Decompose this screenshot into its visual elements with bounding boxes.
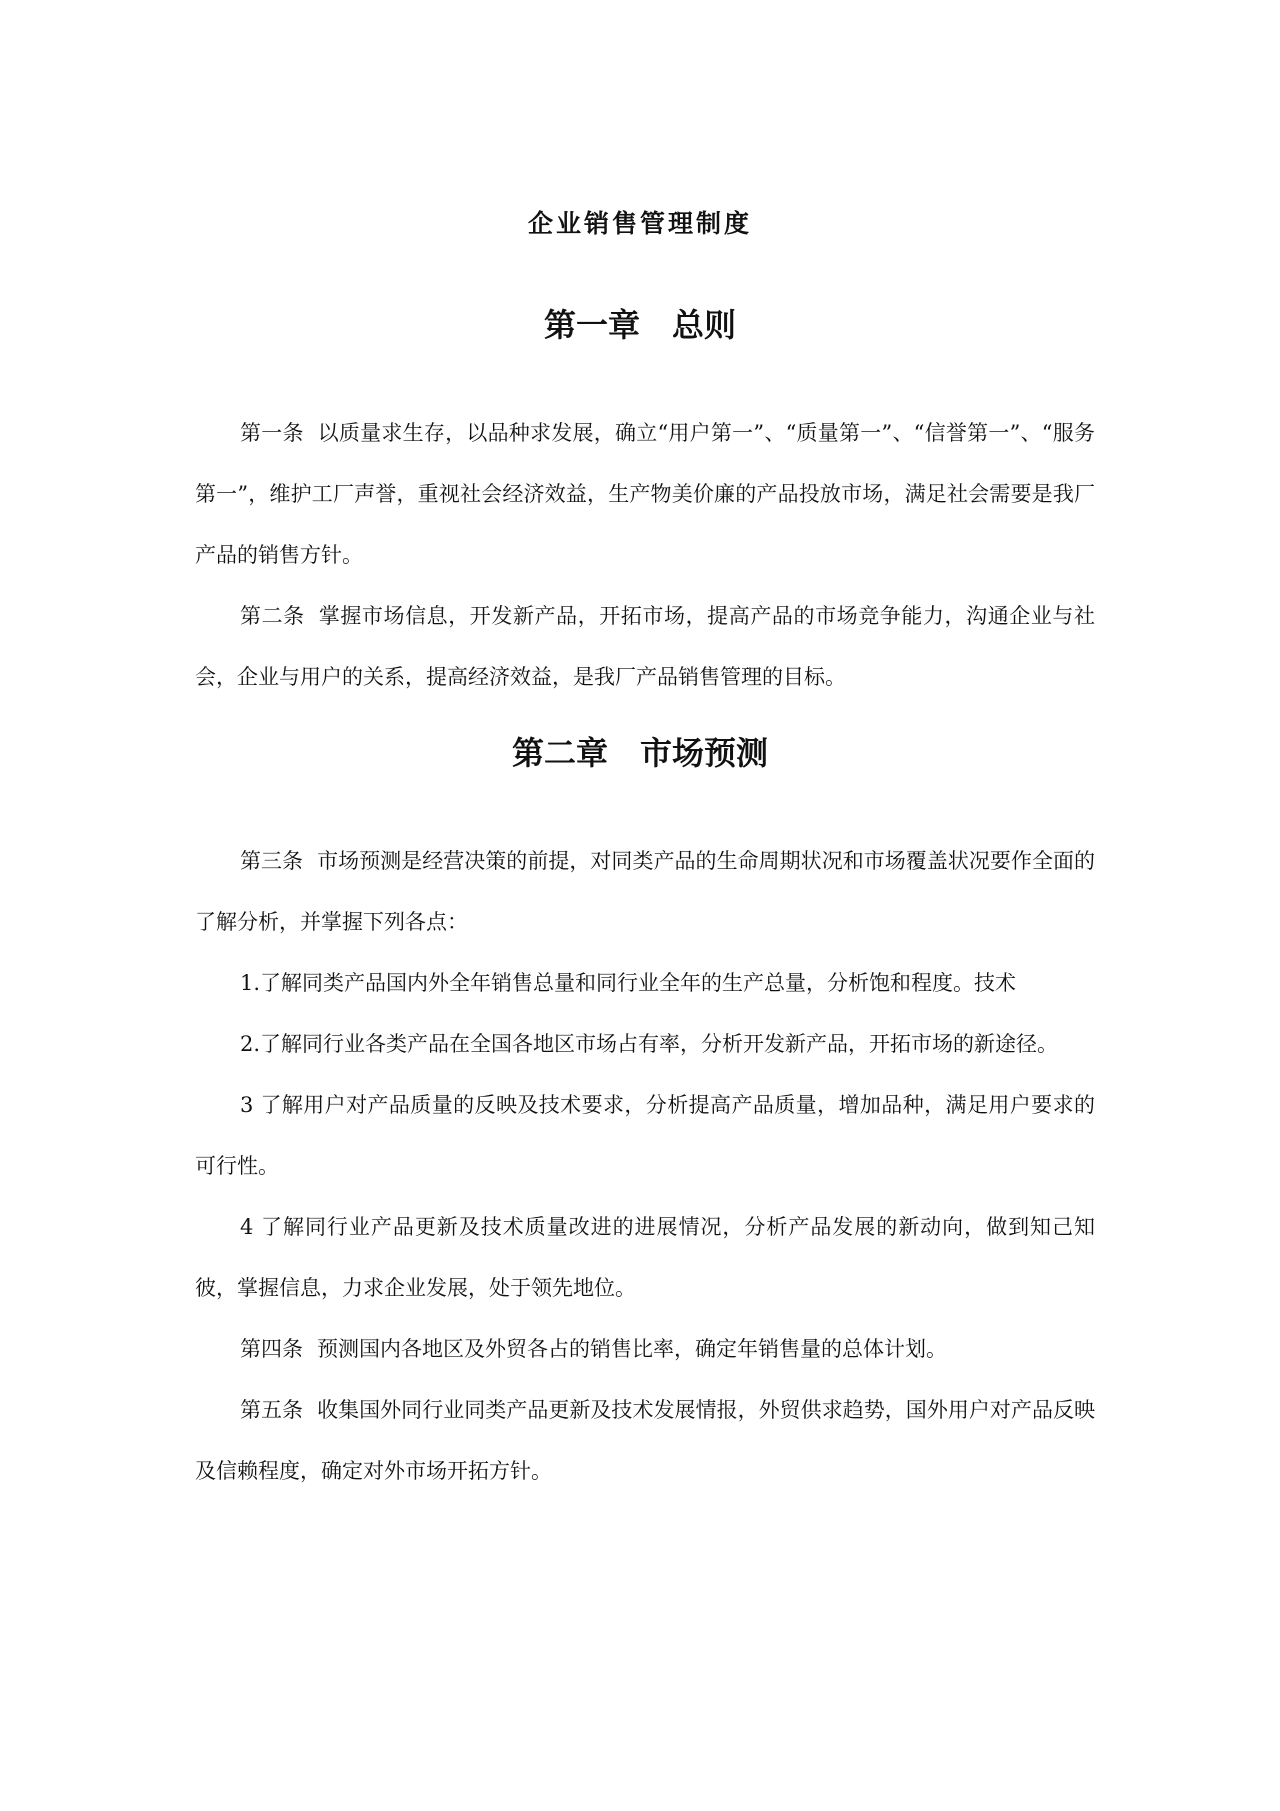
- article-4: [195, 1319, 1095, 1380]
- article-text: 掌握市场信息，开发新产品，开拓市场，提高产品的市场竞争能力，沟通企业与社会，企业与用户的关系，提高经济效益，是我厂产品销售管理的目标。: [195, 604, 1096, 689]
- chapter-heading-2: 第二章 市场预测: [511, 734, 768, 772]
- article-3: [195, 831, 1095, 953]
- article-text: 收集国外同行业同类产品更新及技术发展情报，外贸供求趋势，国外用户对产品反映及信赖程度，确定对外市场开拓方针。: [195, 1398, 1095, 1483]
- article-label: 第二条: [240, 604, 305, 628]
- article-text: 预测国内各地区及外贸各占的销售比率，确定年销售量的总体计划。: [317, 1337, 947, 1361]
- article-text: 以质量求生存，以品种求发展，确立“用户第一”、“质量第一”、“信誉第一”、“服务第一”，维护工厂声誉，重视社会经济效益，生产物美价廉的产品投放市场，满足社会需要是我厂产品的销售方针。: [195, 421, 1095, 567]
- article-label: 第三条: [240, 849, 304, 873]
- point-4: 4 了解同行业产品更新及技术质量改进的进展情况，分析产品发展的新动向，做到知己知彼，掌握信息，力求企业发展，处于领先地位。: [195, 1215, 1095, 1300]
- article-5: [195, 1380, 1095, 1502]
- document-title: 企业销售管理制度: [527, 209, 752, 238]
- article-label: 第四条: [240, 1337, 303, 1361]
- point-3: 3 了解用户对产品质量的反映及技术要求，分析提高产品质量，增加品种，满足用户要求的可行性。: [195, 1093, 1095, 1178]
- point-1: 1.了解同类产品国内外全年销售总量和同行业全年的生产总量，分析饱和程度。技术: [240, 971, 1017, 995]
- article-text: 市场预测是经营决策的前提，对同类产品的生命周期状况和市场覆盖状况要作全面的了解分析，并掌握下列各点：: [195, 849, 1095, 934]
- article-2: [195, 586, 1095, 708]
- article-label: 第五条: [240, 1398, 304, 1422]
- chapter-heading-1: 第一章 总则: [543, 306, 736, 344]
- article-label: 第一条: [240, 421, 304, 445]
- point-2: 2.了解同行业各类产品在全国各地区市场占有率，分析开发新产品，开拓市场的新途径。: [240, 1032, 1059, 1056]
- article-1: [195, 403, 1095, 586]
